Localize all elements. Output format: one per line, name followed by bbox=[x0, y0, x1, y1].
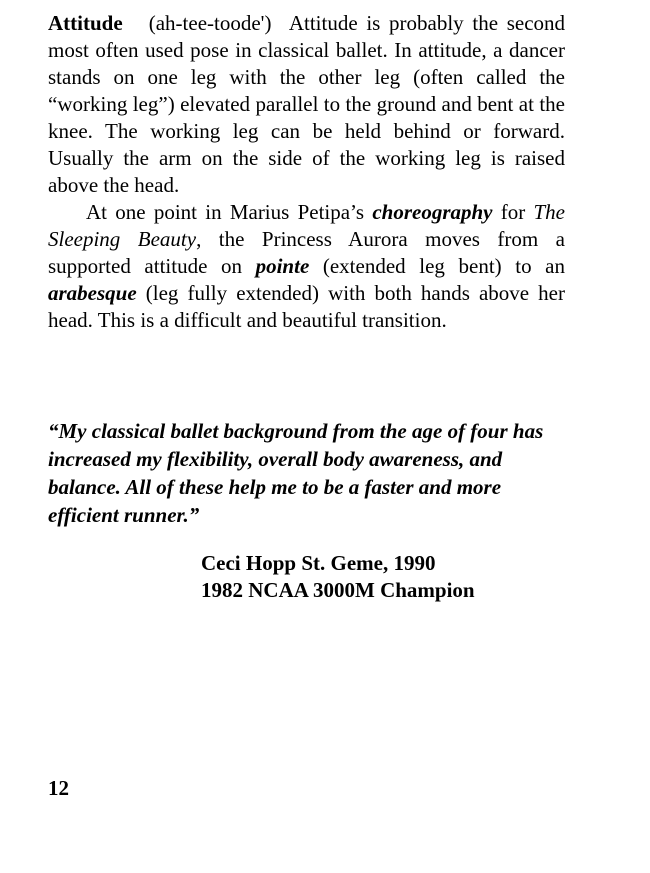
term-choreography: choreography bbox=[372, 200, 493, 224]
term-pointe: pointe bbox=[255, 254, 310, 278]
paragraph2-part3: , the Princess Aurora moves from a supported attitude on bbox=[48, 227, 565, 278]
paragraph2-part1: At one point in Marius Petipa’s bbox=[86, 200, 373, 224]
attribution-title: 1982 NCAA 3000M Champion bbox=[201, 578, 475, 602]
entry-term: Attitude bbox=[48, 11, 123, 35]
example-paragraph bbox=[48, 199, 565, 334]
definition-paragraph bbox=[48, 10, 565, 199]
entry-definition: Attitude is probably the second most often used pose in classical ballet. In attitude, a dancer stands on one leg with the other leg (often called the “working leg”) elevated parallel to the ground and bent at the knee. The working leg can be held behind or forward. Usually the arm on the side of the working leg is raised above the head. bbox=[48, 11, 566, 197]
page-number: 12 bbox=[48, 776, 69, 800]
glossary-entry-attitude bbox=[48, 10, 565, 334]
paragraph2-part4: (extended leg bent) to an bbox=[309, 254, 565, 278]
attribution-name: Ceci Hopp St. Geme, 1990 bbox=[201, 551, 436, 575]
entry-pronunciation: (ah-tee-toode') bbox=[148, 11, 272, 35]
work-title: The Sleeping Beauty bbox=[48, 200, 565, 251]
quote-attribution bbox=[201, 550, 475, 604]
pull-quote: “My classical ballet background from the age of four has increased my flexibility, overall body awareness, and balance. All of these help me to be a faster and more efficient runner.” bbox=[48, 419, 544, 527]
paragraph2-part2: for bbox=[492, 200, 534, 224]
term-arabesque: arabesque bbox=[48, 281, 137, 305]
paragraph2-part5: (leg fully extended) with both hands above her head. This is a difficult and beautiful transition. bbox=[48, 281, 565, 332]
